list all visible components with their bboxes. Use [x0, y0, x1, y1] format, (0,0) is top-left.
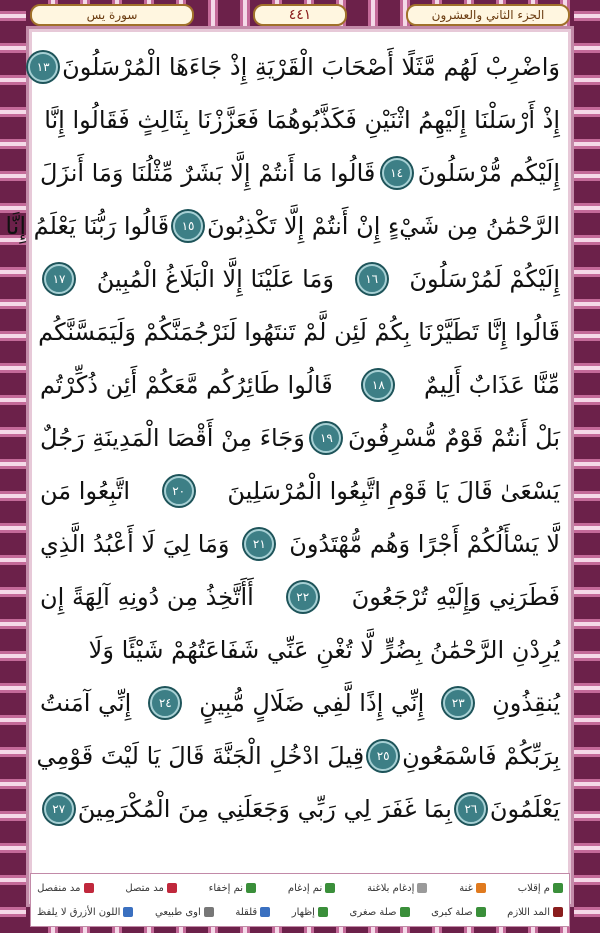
legend-item: [507, 907, 563, 918]
verse-text: قِيلَ ادْخُلِ الْجَنَّةَ قَالَ يَا لَيْتَ قَوْمِي: [36, 741, 365, 770]
legend-label: نم إخفاء: [208, 882, 244, 894]
legend-row: [37, 907, 563, 918]
juz-label: الجزء الثاني والعشرون: [406, 4, 570, 26]
verse-text: الرَّحْمَٰنُ مِن شَيْءٍ إِنْ أَنتُمْ إِلَّا تَكْذِبُونَ: [207, 211, 560, 240]
legend-label: اللون الأزرق لا يلفظ: [37, 906, 121, 918]
legend-item: [125, 883, 176, 894]
text-line: [36, 40, 560, 93]
frame-ornament-right: [574, 0, 600, 933]
verse-text: لَّا يَسْأَلُكُمْ أَجْرًا وَهُم مُّهْتَدُونَ: [289, 529, 560, 558]
color-swatch: [400, 907, 410, 917]
verse-text: يُرِدْنِ الرَّحْمَٰنُ بِضُرٍّ لَّا تُغْنِ عَنِّي شَفَاعَتُهُمْ شَيْئًا وَلَا: [88, 635, 560, 664]
color-swatch: [84, 883, 94, 893]
ayah-number-marker: ١٧: [44, 264, 74, 294]
color-swatch: [325, 883, 335, 893]
tajweed-legend: [30, 873, 570, 927]
legend-label: إدغام بلاغنة: [367, 882, 415, 894]
legend-label: مد متصل: [125, 882, 164, 894]
text-line: [40, 358, 560, 411]
text-line: [40, 252, 560, 305]
text-line: [40, 676, 560, 729]
text-line: [5, 199, 560, 252]
color-swatch: [553, 907, 563, 917]
surah-name-label: سورة يس: [30, 4, 194, 26]
text-line: [40, 517, 560, 570]
text-line: [40, 305, 560, 358]
verse-text: يَسْعَىٰ قَالَ يَا قَوْمِ اتَّبِعُوا الْمُرْسَلِينَ: [227, 476, 560, 505]
legend-item: [292, 907, 328, 918]
text-line: [36, 729, 560, 782]
legend-label: قلقلة: [235, 906, 258, 918]
ayah-number-marker: ١٤: [382, 158, 412, 188]
color-swatch: [246, 883, 256, 893]
verse-text: مِّنَّا عَذَابٌ أَلِيمٌ: [423, 370, 560, 399]
verse-text: بِرَبِّكُمْ فَاسْمَعُونِ: [402, 741, 560, 770]
color-swatch: [417, 883, 427, 893]
verse-text: وَاضْرِبْ لَهُم مَّثَلًا أَصْحَابَ الْقَرْيَةِ إِذْ جَاءَهَا الْمُرْسَلُونَ: [62, 52, 560, 81]
text-line: [40, 93, 560, 146]
verse-text: قَالُوا رَبُّنَا يَعْلَمُ إِنَّا: [5, 211, 170, 240]
color-swatch: [167, 883, 177, 893]
color-swatch: [260, 907, 270, 917]
ayah-number-marker: ٢٦: [456, 794, 486, 824]
ayah-number-marker: ١٦: [357, 264, 387, 294]
color-swatch: [553, 883, 563, 893]
color-swatch: [318, 907, 328, 917]
legend-item: [235, 907, 270, 918]
verse-text: قَالُوا إِنَّا تَطَيَّرْنَا بِكُمْ لَئِن لَّمْ تَنتَهُوا لَنَرْجُمَنَّكُمْ وَلَيَمَسَّنَّكُم: [38, 317, 560, 346]
ayah-number-marker: ١٣: [28, 52, 58, 82]
ayah-number-marker: ١٨: [363, 370, 393, 400]
legend-item: [459, 883, 486, 894]
verse-text: قَالُوا طَائِرُكُم مَّعَكُمْ أَئِن ذُكِّرْتُم: [40, 370, 333, 399]
verse-text: قَالُوا مَا أَنتُمْ إِلَّا بَشَرٌ مِّثْلُنَا وَمَا أَنزَلَ: [40, 158, 376, 187]
verse-text: يَعْلَمُونَ: [489, 794, 560, 823]
verse-text: وَمَا لِيَ لَا أَعْبُدُ الَّذِي: [40, 529, 230, 558]
legend-item: [155, 907, 214, 918]
ayah-number-marker: ٢٥: [368, 741, 398, 771]
quran-text-area: [5, 40, 560, 843]
legend-item: [37, 883, 93, 894]
verse-text: يُنقِذُونِ: [492, 688, 560, 717]
color-swatch: [123, 907, 133, 917]
legend-label: غنة: [459, 882, 473, 894]
verse-text: فَطَرَنِي وَإِلَيْهِ تُرْجَعُونَ: [351, 582, 560, 611]
verse-text: أَأَتَّخِذُ مِن دُونِهِ آلِهَةً إِن: [40, 582, 254, 611]
verse-text: إِنِّي آمَنتُ: [40, 688, 132, 717]
page-number: ٤٤١: [253, 4, 347, 26]
ayah-number-marker: ٢٤: [150, 688, 180, 718]
text-line: [40, 782, 560, 835]
legend-label: صلة كبرى: [431, 906, 473, 918]
legend-row: [37, 883, 563, 894]
frame-ornament-left: [0, 0, 26, 933]
verse-text: إِنِّي إِذًا لَّفِي ضَلَالٍ مُّبِينٍ: [199, 688, 425, 717]
verse-text: بِمَا غَفَرَ لِي رَبِّي وَجَعَلَنِي مِنَ الْمُكْرَمِينَ: [77, 794, 452, 823]
color-swatch: [476, 907, 486, 917]
legend-label: إظهار: [291, 906, 315, 918]
ayah-number-marker: ٢٣: [443, 688, 473, 718]
ayah-number-marker: ١٥: [173, 211, 203, 241]
legend-label: م إقلاب: [517, 882, 550, 894]
verse-text: وَجَاءَ مِنْ أَقْصَا الْمَدِينَةِ رَجُلٌ: [40, 423, 305, 452]
verse-text: إِلَيْكُم مُّرْسَلُونَ: [417, 158, 560, 187]
verse-text: إِذْ أَرْسَلْنَا إِلَيْهِمُ اثْنَيْنِ فَكَذَّبُوهُمَا فَعَزَّزْنَا بِثَالِثٍ فَقَالُوا إِنَّا: [44, 105, 560, 134]
text-line: [40, 411, 560, 464]
legend-item: [367, 883, 427, 894]
color-swatch: [204, 907, 214, 917]
verse-text: بَلْ أَنتُمْ قَوْمٌ مُّسْرِفُونَ: [347, 423, 560, 452]
legend-label: مد منفصل: [37, 882, 81, 894]
legend-label: نم إدغام: [287, 882, 323, 894]
legend-label: صلة صغرى: [349, 906, 397, 918]
text-line: [40, 464, 560, 517]
text-line: [40, 623, 560, 676]
legend-item: [37, 907, 133, 918]
page-header: [30, 4, 570, 26]
ayah-number-marker: ٢١: [244, 529, 274, 559]
verse-text: إِلَيْكُمْ لَمُرْسَلُونَ: [409, 264, 560, 293]
legend-item: [288, 883, 335, 894]
ayah-number-marker: ٢٠: [164, 476, 194, 506]
text-line: [40, 570, 560, 623]
color-swatch: [476, 883, 486, 893]
legend-item: [431, 907, 485, 918]
ayah-number-marker: ٢٢: [288, 582, 318, 612]
legend-item: [518, 883, 563, 894]
verse-text: وَمَا عَلَيْنَا إِلَّا الْبَلَاغُ الْمُبِينُ: [96, 264, 334, 293]
legend-label: اوى طبيعي: [155, 906, 201, 918]
legend-item: [209, 883, 256, 894]
legend-label: المد اللازم: [507, 906, 550, 918]
legend-item: [350, 907, 410, 918]
ayah-number-marker: ٢٧: [44, 794, 74, 824]
ayah-number-marker: ١٩: [311, 423, 341, 453]
verse-text: اتَّبِعُوا مَن: [40, 476, 131, 505]
text-line: [40, 146, 560, 199]
